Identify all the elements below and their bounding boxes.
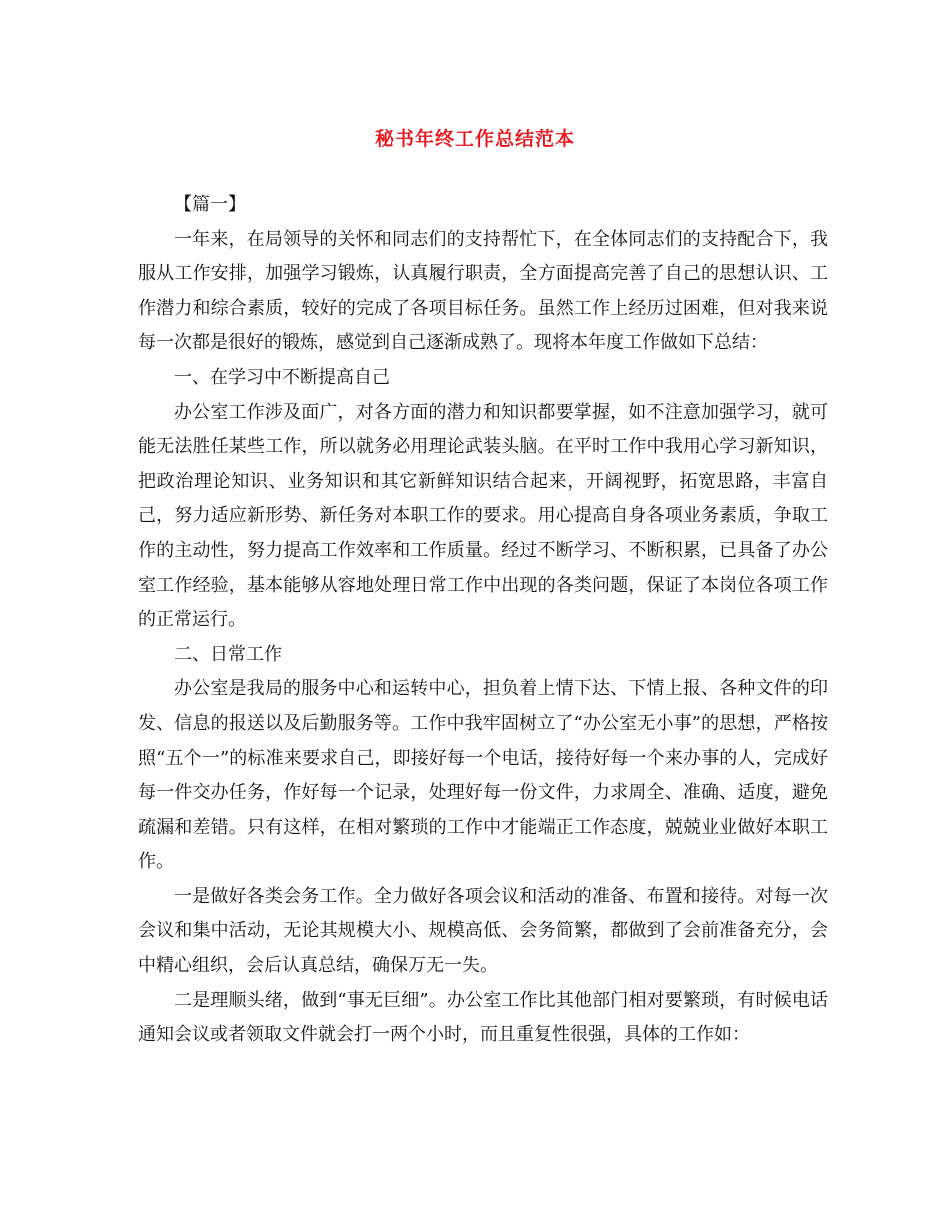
document-title: 秘书年终工作总结范本 xyxy=(374,128,575,150)
section-heading-daily-work: 二、日常工作 xyxy=(174,643,282,665)
intro-paragraph: 一年来，在局领导的关怀和同志们的支持帮忙下，在全体同志们的支持配合下，我服从工作安排，加强学习锻炼，认真履行职责，全方面提高完善了自己的思想认识、工作潜力和综合素质，较好的完成了各项目标任务。虽然工作上经历过困难，但对我来说每一次都是很好的锻炼，感觉到自己逐渐成熟了。现将本年度工作做如下总结： xyxy=(138,228,828,354)
section-label: 【篇一】 xyxy=(174,194,246,215)
document-body xyxy=(138,188,828,1053)
daily-work-paragraph: 办公室是我局的服务中心和运转中心，担负着上情下达、下情上报、各种文件的印发、信息的报送以及后勤服务等。工作中我牢固树立了“办公室无小事”的思想，严格按照“五个一”的标准来要求自己，即接好每一个电话，接待好每一个来办事的人，完成好每一件交办任务，作好每一个记录，处理好每一份文件，力求周全、准确、适度，避免疏漏和差错。只有这样，在相对繁琐的工作中才能端正工作态度，兢兢业业做好本职工作。 xyxy=(138,678,828,873)
study-paragraph: 办公室工作涉及面广，对各方面的潜力和知识都要掌握，如不注意加强学习，就可能无法胜任某些工作，所以就务必用理论武装头脑。在平时工作中我用心学习新知识，把政治理论知识、业务知识和其它新鲜知识结合起来，开阔视野，拓宽思路，丰富自己，努力适应新形势、新任务对本职工作的要求。用心提高自身各项业务素质，争取工作的主动性，努力提高工作效率和工作质量。经过不断学习、不断积累，已具备了办公室工作经验，基本能够从容地处理日常工作中出现的各类问题，保证了本岗位各项工作的正常运行。 xyxy=(138,401,828,631)
meeting-work-paragraph: 一是做好各类会务工作。全力做好各项会议和活动的准备、布置和接待。对每一次会议和集中活动，无论其规模大小、规模高低、会务简繁，都做到了会前准备充分，会中精心组织，会后认真总结，确保万无一失。 xyxy=(138,885,828,977)
section-heading-study: 一、在学习中不断提高自己 xyxy=(174,366,390,388)
details-paragraph: 二是理顺头绪，做到“事无巨细”。办公室工作比其他部门相对要繁琐，有时候电话通知会议或者领取文件就会打一两个小时，而且重复性很强，具体的工作如： xyxy=(138,989,828,1046)
